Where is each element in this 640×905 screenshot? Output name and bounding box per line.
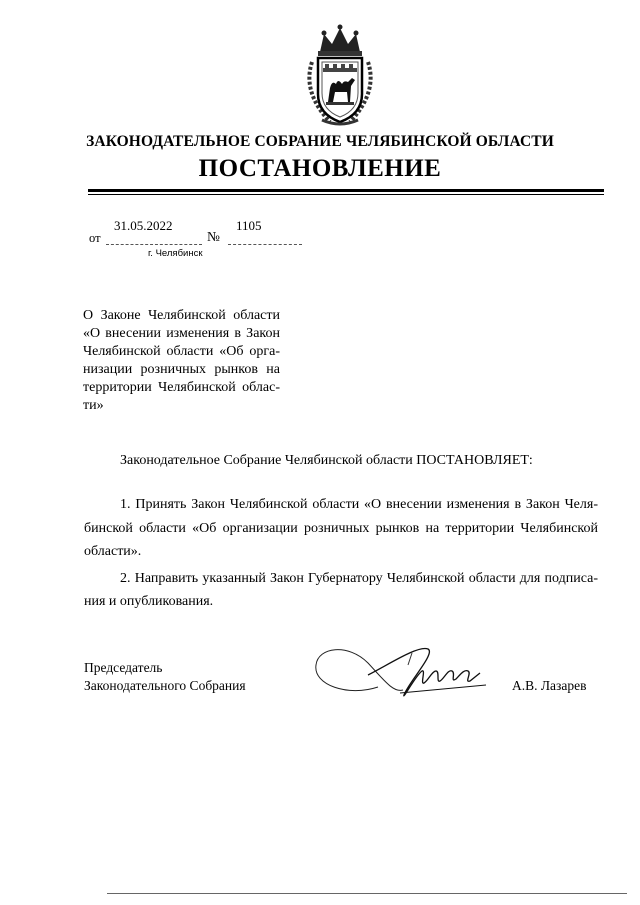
city-label: г. Челябинск [148, 248, 203, 259]
subject-line: низации розничных рынков на [83, 362, 280, 377]
item-1-line: области». [84, 544, 142, 559]
date-value: 31.05.2022 [114, 218, 173, 233]
subject-line: «О внесении изменения в Закон [83, 326, 280, 341]
header-rule-thin [88, 194, 604, 195]
item-2-line: ния и опубликования. [84, 594, 214, 609]
number-label: № [207, 229, 220, 244]
footer-line [107, 893, 627, 894]
subject-line: Челябинской области «Об орга- [83, 344, 280, 359]
signatory-title-line2: Законодательного Собрания [84, 678, 246, 693]
signatory-name: А.В. Лазарев [512, 678, 587, 693]
subject-line: территории Челябинской облас- [83, 380, 280, 395]
item-1-line: 1. Принять Закон Челябинской области «О внесении изменения в Закон Челя- [120, 497, 598, 512]
subject-block [83, 307, 280, 415]
signatory-title-line1: Председатель [84, 660, 163, 675]
document-type-title: ПОСТАНОВЛЕНИЕ [198, 155, 442, 182]
subject-line: ти» [83, 398, 104, 413]
organization-title: ЗАКОНОДАТЕЛЬНОЕ СОБРАНИЕ ЧЕЛЯБИНСКОЙ ОБЛАСТИ [86, 133, 554, 150]
item-1-line: бинской области «Об организации розничных рынков на территории Челябинской [84, 521, 598, 536]
subject-line: О Законе Челябинской области [83, 308, 280, 323]
number-value: 1105 [236, 218, 262, 233]
item-2-line: 2. Направить указанный Закон Губернатору Челябинской области для подписа- [120, 571, 598, 586]
date-underline [106, 244, 202, 245]
date-label: от [89, 231, 101, 245]
header-rule-thick [88, 189, 604, 192]
handwritten-signature-icon [308, 635, 488, 705]
coat-of-arms-icon [300, 22, 380, 130]
resolve-statement: Законодательное Собрание Челябинской области ПОСТАНОВЛЯЕТ: [120, 453, 533, 468]
number-underline [228, 244, 302, 245]
